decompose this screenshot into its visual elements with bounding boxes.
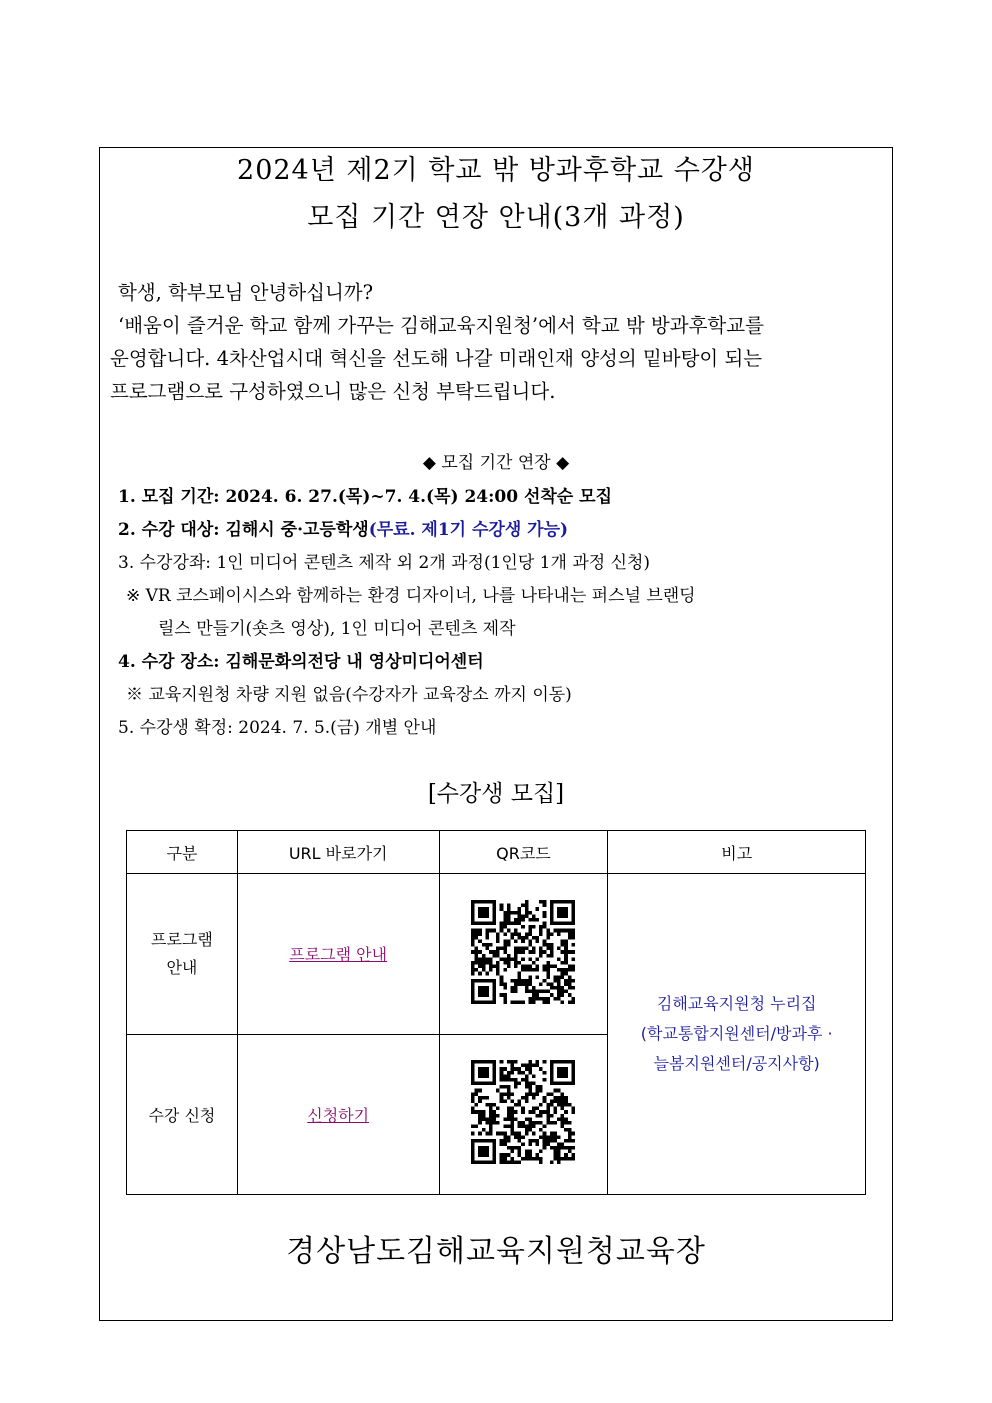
info-list: [118, 481, 888, 745]
row-url-cell: [237, 1034, 439, 1195]
recruit-table: [126, 830, 866, 1195]
header-qr: QR코드: [439, 831, 608, 874]
subheading: ◆ 모집 기간 연장 ◆: [422, 453, 570, 473]
item-confirm: 5. 수강생 확정: 2024. 7. 5.(금) 개별 안내: [118, 718, 437, 738]
greeting: 학생, 학부모님 안녕하십니까?: [118, 281, 374, 304]
item-target: [118, 514, 888, 547]
item-courses-note-1: ※ VR 코스페이시스와 함께하는 환경 디자이너, 나를 나타내는 퍼스널 브랜딩: [126, 586, 696, 606]
item-location: 4. 수강 장소: 김해문화의전당 내 영상미디어센터: [118, 652, 484, 672]
remark-line-2: (학교통합지원센터/방과후 ·: [640, 1024, 833, 1043]
row-url-cell: [237, 874, 439, 1035]
table-row: [127, 874, 866, 1035]
apply-link[interactable]: 신청하기: [307, 1105, 370, 1125]
row-category: [127, 874, 238, 1035]
header-remark: 비고: [608, 831, 866, 874]
item-location-note: ※ 교육지원청 차량 지원 없음(수강자가 교육장소 까지 이동): [126, 685, 572, 705]
item-courses-note-2: 릴스 만들기(숏츠 영상), 1인 미디어 콘텐츠 제작: [158, 619, 516, 639]
row-qr-cell: [439, 1034, 608, 1195]
intro-line-2: 운영합니다. 4차산업시대 혁신을 선도해 나갈 미래인재 양성의 밑바탕이 되는: [110, 347, 763, 370]
item-period: 1. 모집 기간: 2024. 6. 27.(목)~7. 4.(목) 24:00 선착순 모집: [118, 487, 612, 507]
header-url: URL 바로가기: [237, 831, 439, 874]
notice-frame: [99, 147, 893, 1321]
qr-code-icon[interactable]: [471, 900, 575, 1004]
remark-cell: [608, 874, 866, 1195]
title-line-2: 모집 기간 연장 안내(3개 과정): [307, 202, 685, 233]
header-category: 구분: [127, 831, 238, 874]
issuer-signature: 경상남도김해교육지원청교육장: [286, 1234, 706, 1269]
intro-line-1: ‘배움이 즐거운 학교 함께 가꾸는 김해교육지원청’에서 학교 밖 방과후학교를: [118, 314, 764, 337]
intro-line-3: 프로그램으로 구성하였으니 많은 신청 부탁드립니다.: [110, 380, 556, 403]
qr-code-icon[interactable]: [471, 1060, 575, 1164]
intro-paragraph: [110, 309, 884, 408]
row-category-line-1: 프로그램: [151, 929, 213, 949]
row-category-line-2: 안내: [166, 957, 198, 977]
row-category: 수강 신청: [127, 1034, 238, 1195]
section-title: [수강생 모집]: [427, 781, 565, 807]
program-info-link[interactable]: 프로그램 안내: [289, 945, 388, 965]
remark-line-1: 김해교육지원청 누리집: [656, 994, 817, 1013]
row-qr-cell: [439, 874, 608, 1035]
item-courses: 3. 수강강좌: 1인 미디어 콘텐츠 제작 외 2개 과정(1인당 1개 과정 신청): [118, 553, 651, 573]
table-header-row: [127, 831, 866, 874]
item-target-main: 2. 수강 대상: 김해시 중·고등학생: [118, 520, 369, 540]
item-target-note: (무료. 제1기 수강생 가능): [368, 520, 569, 540]
title-line-1: 2024년 제2기 학교 밖 방과후학교 수강생: [237, 155, 755, 186]
remark-line-3: 늘봄지원센터/공지사항): [653, 1054, 820, 1073]
